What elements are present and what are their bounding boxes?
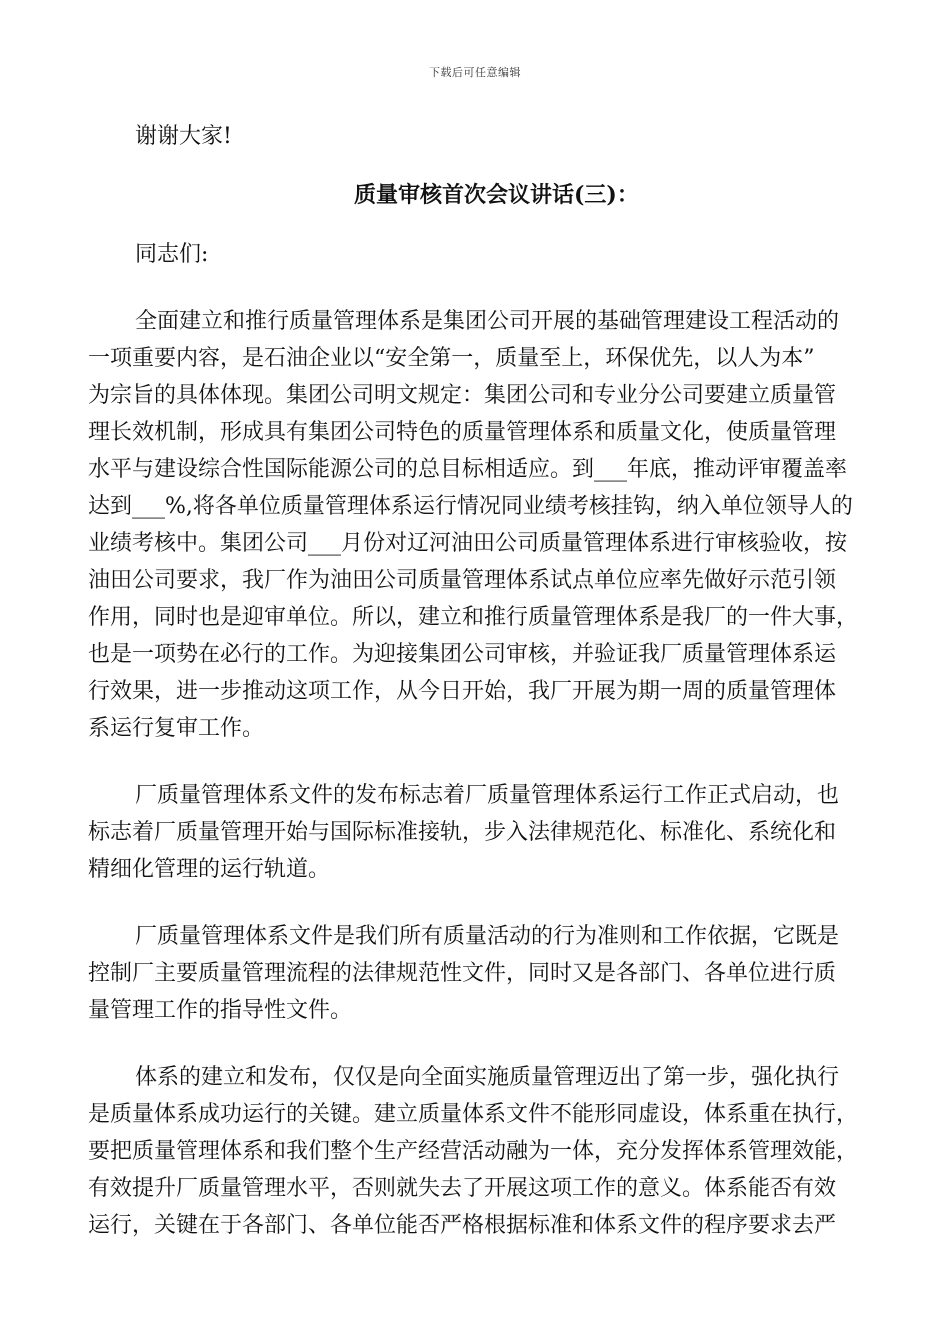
paragraph-line: 全面建立和推行质量管理体系是集团公司开展的基础管理建设工程活动的 bbox=[135, 309, 840, 334]
paragraph-line: 一项重要内容，是石油企业以“安全第一，质量至上，环保优先，以人为本” bbox=[88, 346, 815, 371]
document-title: 质量审核首次会议讲话(三)： bbox=[354, 182, 639, 208]
paragraph-line: 标志着厂质量管理开始与国际标准接轨，步入法律规范化、标准化、系统化和 bbox=[88, 820, 837, 845]
paragraph-1 bbox=[88, 303, 859, 747]
document-body bbox=[88, 118, 859, 1244]
salutation-line: 同志们: bbox=[135, 242, 209, 267]
paragraph-2 bbox=[88, 777, 852, 888]
paragraph-line: 运行，关键在于各部门、各单位能否严格根据标准和体系文件的程序要求去严 bbox=[88, 1213, 837, 1238]
paragraph-line: 作用，同时也是迎审单位。所以，建立和推行质量管理体系是我厂的一件大事， bbox=[88, 605, 859, 630]
paragraph-line: 业绩考核中。集团公司___月份对辽河油田公司质量管理体系进行审核验收，按 bbox=[88, 531, 848, 556]
paragraph-line: 体系的建立和发布，仅仅是向全面实施质量管理迈出了第一步，强化执行 bbox=[135, 1065, 840, 1090]
paragraph-line: 理长效机制，形成具有集团公司特色的质量管理体系和质量文化，使质量管理 bbox=[88, 420, 837, 445]
paragraph-line: 行效果，进一步推动这项工作，从今日开始，我厂开展为期一周的质量管理体 bbox=[88, 679, 837, 704]
paragraph-line: 达到___%,将各单位质量管理体系运行情况同业绩考核挂钩，纳入单位领导人的 bbox=[88, 494, 853, 519]
paragraph-line: 水平与建设综合性国际能源公司的总目标相适应。到___年底，推动评审覆盖率 bbox=[88, 457, 848, 482]
paragraph-line: 为宗旨的具体体现。集团公司明文规定：集团公司和专业分公司要建立质量管 bbox=[88, 383, 837, 408]
paragraph-line: 系运行复审工作。 bbox=[88, 716, 265, 741]
paragraph-4 bbox=[88, 1059, 859, 1244]
paragraph-line: 油田公司要求，我厂作为油田公司质量管理体系试点单位应率先做好示范引领 bbox=[88, 568, 837, 593]
thanks-line: 谢谢大家! bbox=[135, 124, 232, 149]
paragraph-line: 厂质量管理体系文件是我们所有质量活动的行为准则和工作依据，它既是 bbox=[135, 924, 840, 949]
header-note: 下载后可任意编辑 bbox=[429, 66, 521, 79]
paragraph-line: 是质量体系成功运行的关键。建立质量体系文件不能形同虚设，体系重在执行， bbox=[88, 1102, 859, 1127]
paragraph-line: 也是一项势在必行的工作。为迎接集团公司审核，并验证我厂质量管理体系运 bbox=[88, 642, 837, 667]
paragraph-3 bbox=[88, 918, 852, 1029]
paragraph-line: 有效提升厂质量管理水平，否则就失去了开展这项工作的意义。体系能否有效 bbox=[88, 1176, 837, 1201]
paragraph-line: 要把质量管理体系和我们整个生产经营活动融为一体，充分发挥体系管理效能， bbox=[88, 1139, 859, 1164]
paragraph-line: 精细化管理的运行轨道。 bbox=[88, 857, 331, 882]
paragraph-line: 量管理工作的指导性文件。 bbox=[88, 998, 353, 1023]
paragraph-line: 控制厂主要质量管理流程的法律规范性文件，同时又是各部门、各单位进行质 bbox=[88, 961, 837, 986]
paragraph-line: 厂质量管理体系文件的发布标志着厂质量管理体系运行工作正式启动，也 bbox=[135, 783, 840, 808]
